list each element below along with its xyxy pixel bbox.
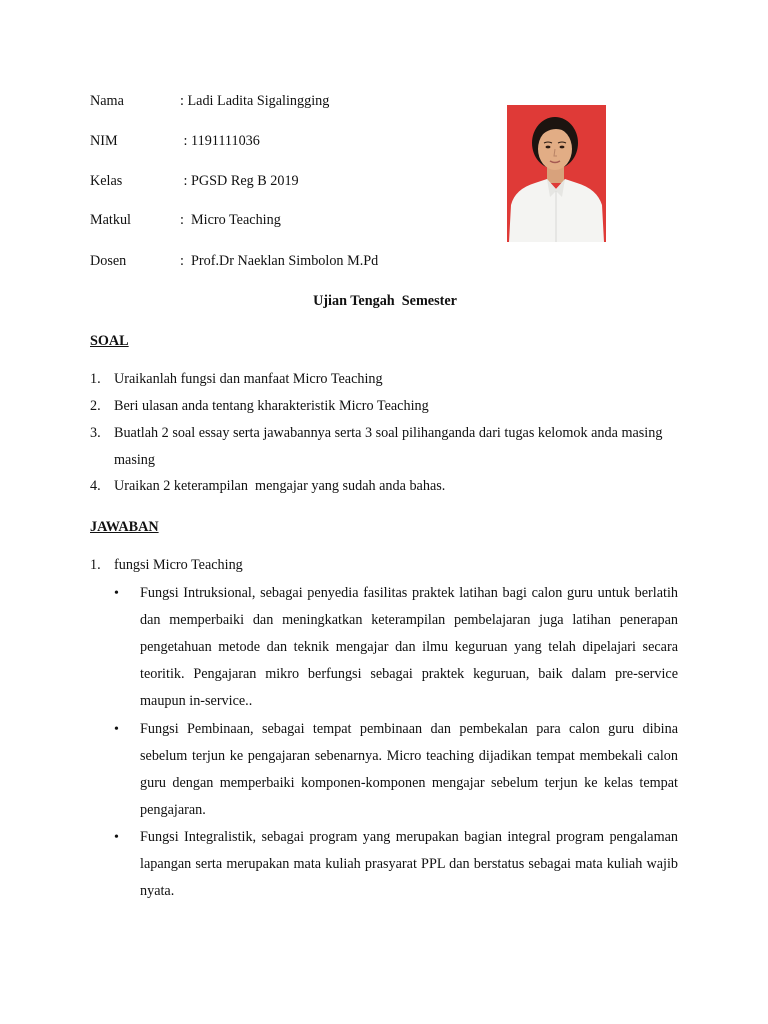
jawaban-bullet [114, 824, 678, 905]
info-value: : 1191111036 [180, 133, 260, 149]
bullet-text: Fungsi Intruksional, sebagai penyedia fasilitas praktek latihan bagi calon guru untuk berlatih dan memperbaiki dan meningkatkan keterampilan pembelajaran juga latihan penerapan pengetahuan metode dan teknik mengajar dan ilmu keguruan yang telah dipelajari secara teoritik. Pengajaran mikro berfungsi sebagai praktek keguruan, baik dalam pre-service maupun in-service.. [140, 585, 678, 709]
student-photo [507, 105, 606, 242]
info-value: : Micro Teaching [180, 212, 281, 228]
soal-item-number: 1. [90, 371, 101, 387]
soal-item-number: 3. [90, 425, 101, 441]
soal-item-number: 4. [90, 478, 101, 494]
info-row-nim [90, 131, 260, 151]
soal-item-text: Buatlah 2 soal essay serta jawabannya serta 3 soal pilihanganda dari tugas kelomok anda masing masing [114, 425, 663, 468]
jawaban-item-text: fungsi Micro Teaching [114, 557, 243, 573]
soal-item-number: 2. [90, 398, 101, 414]
info-row-nama [90, 91, 329, 111]
jawaban-heading: JAWABAN [90, 519, 159, 535]
exam-title [0, 291, 768, 311]
soal-item [90, 473, 690, 500]
jawaban-bullet [114, 716, 678, 824]
jawaban-item-number: 1. [90, 557, 101, 573]
bullet-icon: • [114, 586, 119, 601]
exam-title-text: Ujian Tengah Semester [313, 293, 457, 309]
info-row-matkul [90, 210, 281, 230]
soal-item-text: Uraikan 2 keterampilan mengajar yang sudah anda bahas. [114, 478, 446, 494]
bullet-icon: • [114, 830, 119, 845]
info-label: NIM [90, 133, 118, 149]
portrait-image [507, 105, 606, 242]
soal-item [90, 393, 690, 420]
bullet-text: Fungsi Pembinaan, sebagai tempat pembinaan dan pembekalan para calon guru dibina sebelum terjun ke pengajaran sebenarnya. Micro teaching dijadikan tempat membekali calon guru dengan memperbaiki komponen-komponen mengajar sebelum terjun ke kelas tempat pengajaran. [140, 721, 678, 818]
info-row-dosen [90, 251, 378, 271]
info-value: : PGSD Reg B 2019 [180, 173, 299, 189]
soal-item-text: Uraikanlah fungsi dan manfaat Micro Teaching [114, 371, 383, 387]
info-label: Dosen [90, 253, 127, 269]
soal-item [90, 420, 680, 474]
info-row-kelas [90, 171, 299, 191]
bullet-text: Fungsi Integralistik, sebagai program yang merupakan bagian integral program pengalaman lapangan serta merupakan mata kuliah prasyarat PPL dan berstatus sebagai mata kuliah wajib nyata. [140, 829, 678, 899]
info-value: : Ladi Ladita Sigalingging [180, 93, 330, 109]
info-label: Matkul [90, 212, 131, 228]
soal-item-text: Beri ulasan anda tentang kharakteristik Micro Teaching [114, 398, 429, 414]
jawaban-bullet [114, 580, 678, 715]
soal-item [90, 366, 690, 393]
info-value: : Prof.Dr Naeklan Simbolon M.Pd [180, 253, 379, 269]
jawaban-item [90, 552, 690, 579]
soal-heading: SOAL [90, 333, 129, 349]
info-label: Kelas [90, 173, 123, 189]
info-label: Nama [90, 93, 124, 109]
bullet-icon: • [114, 722, 119, 737]
